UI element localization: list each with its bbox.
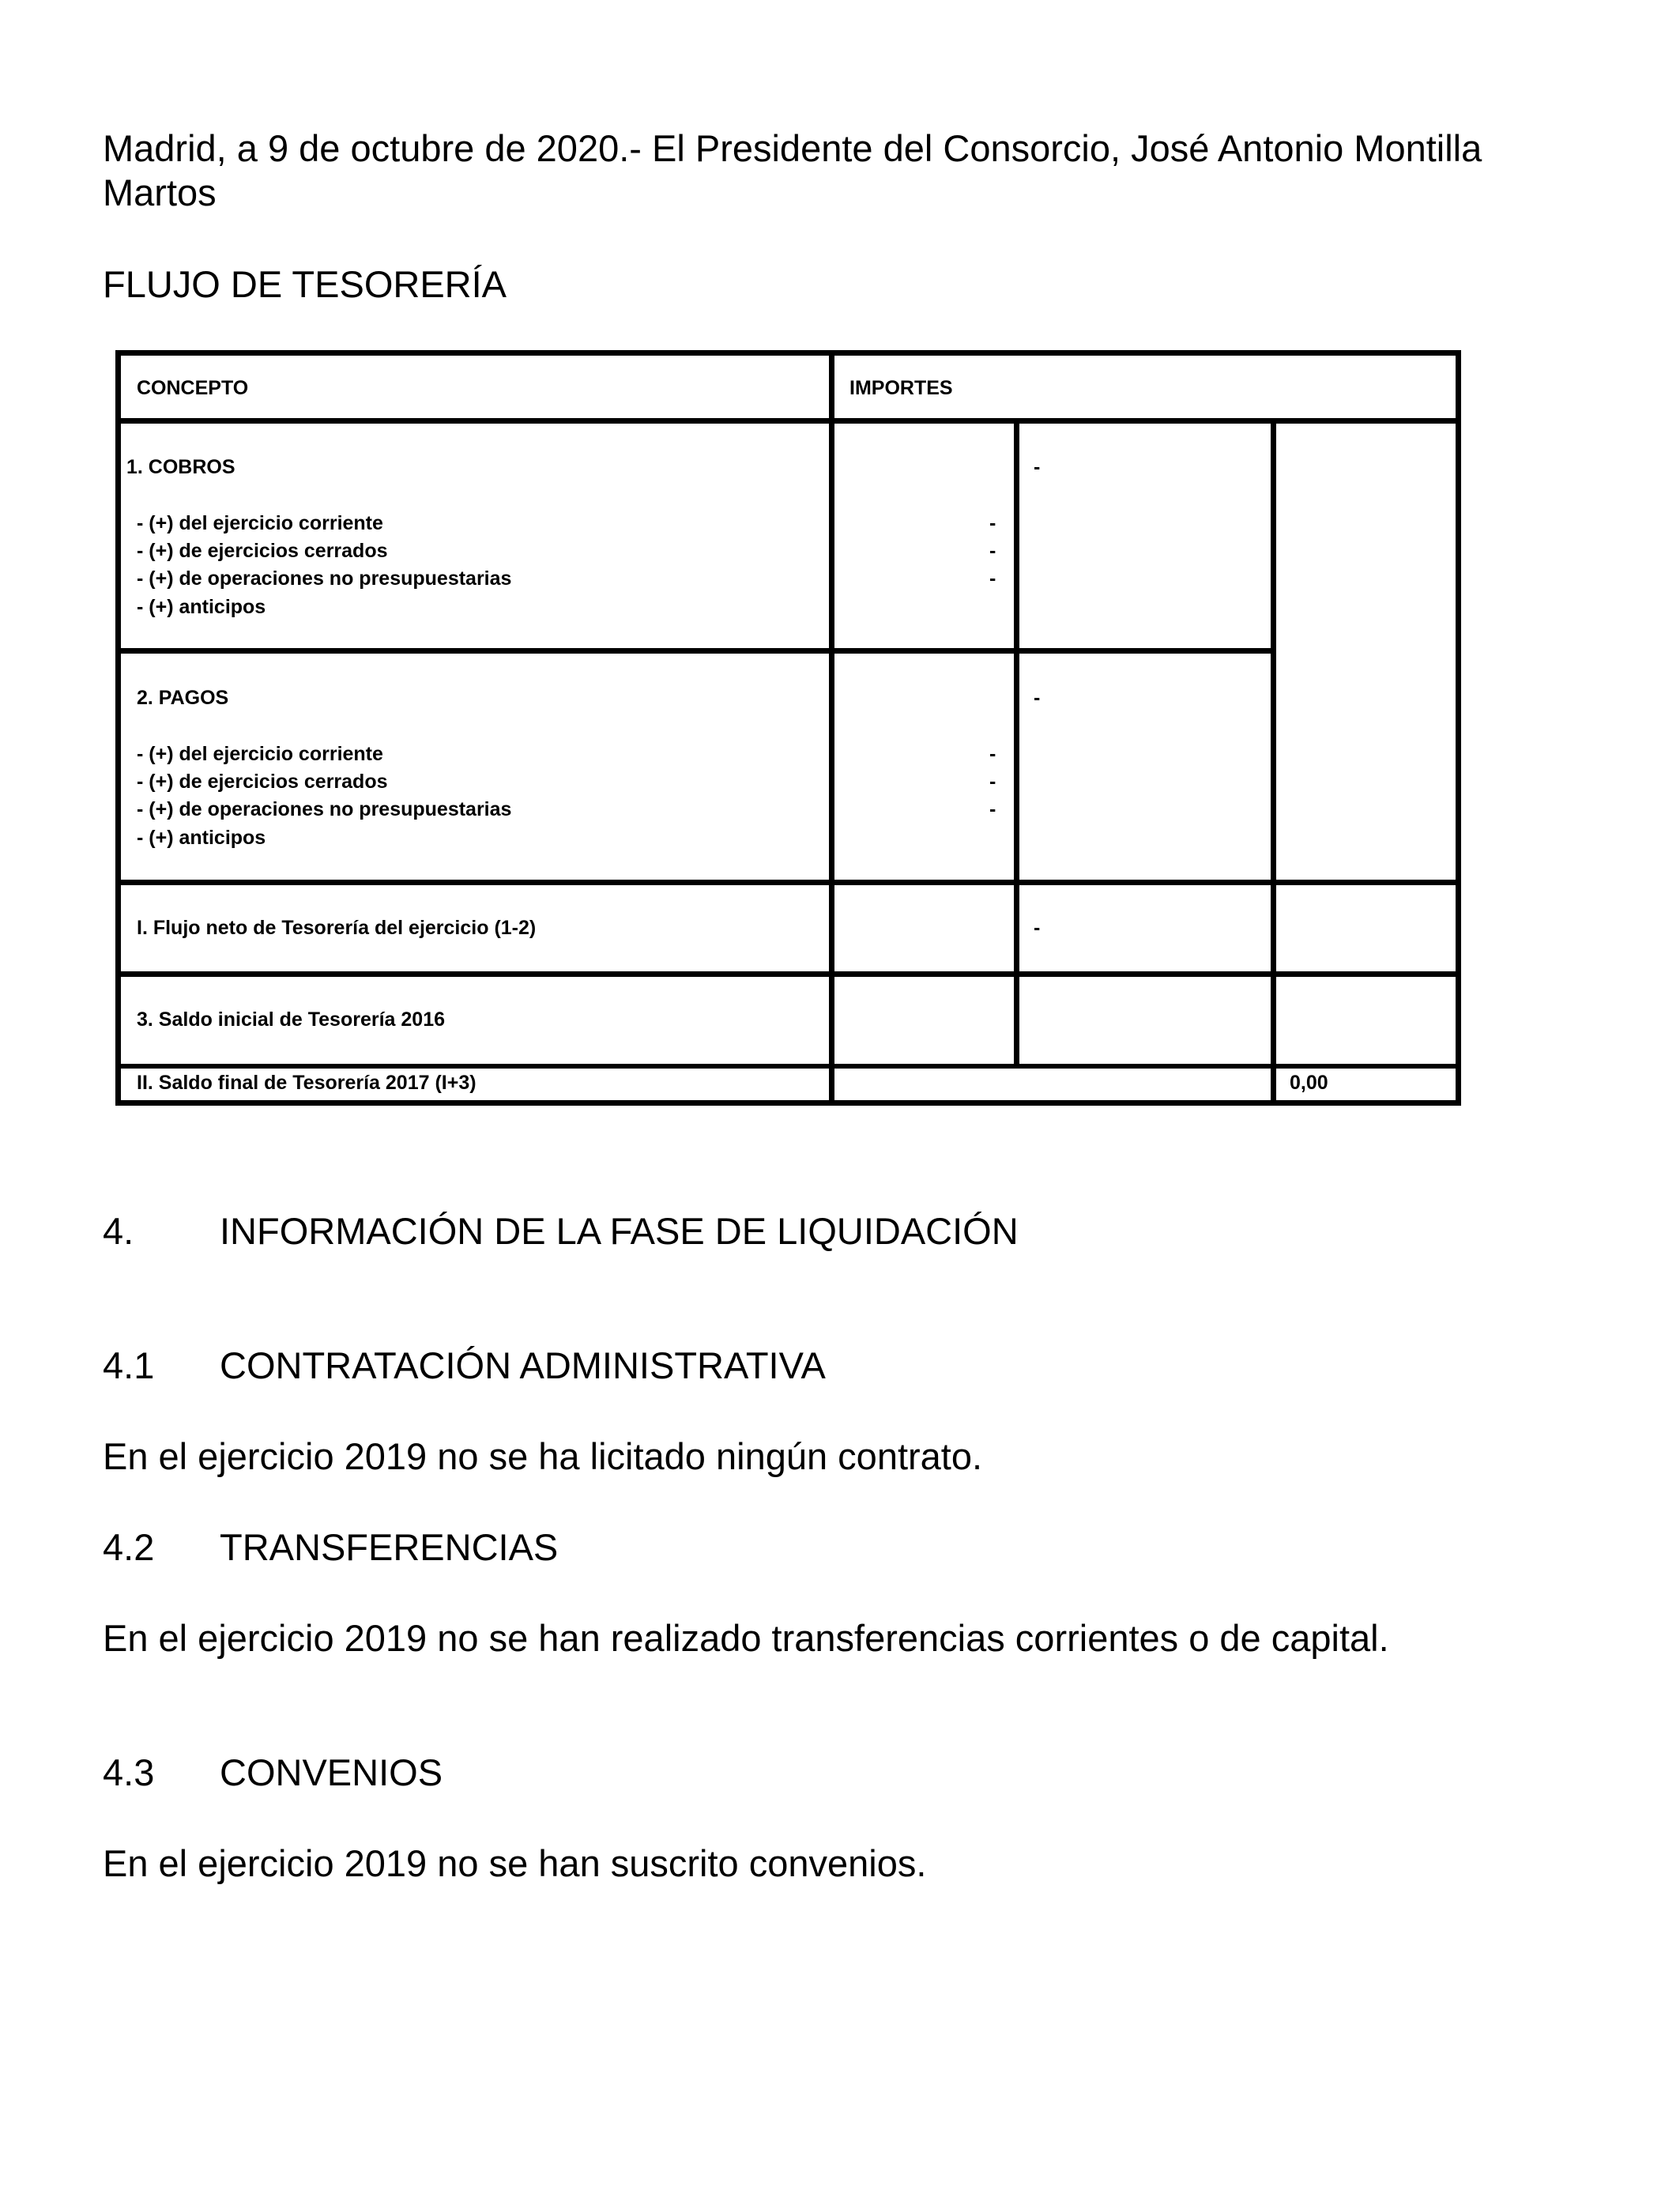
cobros-item: - (+) de operaciones no presupuestarias [137,567,512,590]
pagos-item-value: - [989,771,996,793]
pagos-item-value: - [989,743,996,765]
cobros-item-value: - [989,540,996,562]
flujo-neto-value: - [1034,917,1041,939]
cobros-item: - (+) del ejercicio corriente [137,512,383,534]
body-paragraph: En el ejercicio 2019 no se han suscrito convenios. [103,1842,927,1884]
treasury-flow-table [115,350,1461,1106]
cobros-item: - (+) anticipos [137,596,266,618]
pagos-title: 2. PAGOS [137,687,229,709]
cobros-title: 1. COBROS [126,456,235,478]
cobros-item-value: - [989,512,996,534]
saldo-final-label: II. Saldo final de Tesorería 2017 (I+3) [137,1072,477,1094]
cobros-total: - [1034,456,1041,478]
pagos-item-value: - [989,798,996,820]
section-number: 4.1 [103,1344,155,1386]
header-importes: IMPORTES [849,377,953,399]
section-title: CONTRATACIÓN ADMINISTRATIVA [220,1344,826,1386]
section-number: 4.2 [103,1526,155,1568]
header-concepto: CONCEPTO [137,377,249,399]
intro-paragraph: Madrid, a 9 de octubre de 2020.- El Presidente del Consorcio, José Antonio Montilla Martos [103,127,1482,213]
pagos-item: - (+) anticipos [137,827,266,849]
section-title: INFORMACIÓN DE LA FASE DE LIQUIDACIÓN [220,1210,1019,1252]
body-paragraph: En el ejercicio 2019 no se han realizado transferencias corrientes o de capital. [103,1617,1389,1659]
flujo-title: FLUJO DE TESORERÍA [103,263,507,305]
saldo-final-value: 0,00 [1290,1072,1328,1094]
flujo-neto-label: I. Flujo neto de Tesorería del ejercicio (1-2) [137,917,537,939]
pagos-item: - (+) de ejercicios cerrados [137,771,388,793]
pagos-total: - [1034,687,1041,709]
section-title: CONVENIOS [220,1751,443,1793]
saldo-inicial-label: 3. Saldo inicial de Tesorería 2016 [137,1008,446,1031]
pagos-item: - (+) del ejercicio corriente [137,743,383,765]
section-number: 4.3 [103,1751,155,1793]
section-title: TRANSFERENCIAS [220,1526,559,1568]
cobros-item: - (+) de ejercicios cerrados [137,540,388,562]
body-paragraph: En el ejercicio 2019 no se ha licitado ningún contrato. [103,1435,983,1477]
cobros-item-value: - [989,567,996,590]
pagos-item: - (+) de operaciones no presupuestarias [137,798,512,820]
section-number: 4. [103,1210,134,1252]
